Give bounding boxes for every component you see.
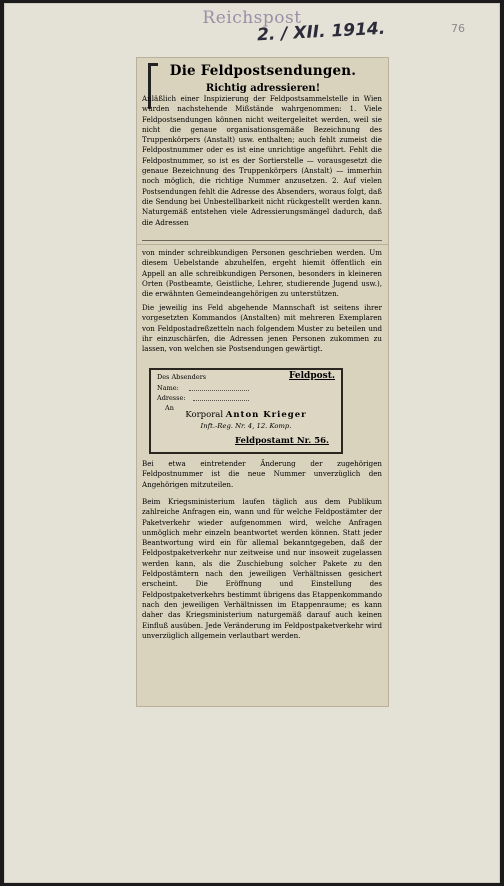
article-paragraph-3: Die jeweilig ins Feld abgehende Mannschaft ist seitens ihrer vorgesetzten Kommandos (Anstalten) mit mehreren Exemplaren von Feldpostadreßzetteln nach folgendem Muster zu beteilen und ihr einzuschärfen, die Adressen jenen Personen zukommen zu lassen, von welchen sie Postsendungen gewärtigt. xyxy=(142,303,382,354)
name-dotted-line xyxy=(189,390,249,391)
article-paragraph-2: von minder schreibkundigen Personen geschrieben werden. Um diesem Uebelstande abzuhelfen, ergeht hiemit öffentlich ein Appell an alle schreibkundigen Personen, besonders in kleineren Orten (Postbeamte, Geistliche, Lehrer, studierende Jugend usw.), die erwähnten Gemeindeangehörigen zu unterstützen. xyxy=(142,248,382,299)
article-paragraph-1: Anläßlich einer Inspizierung der Feldpostsammelstelle in Wien wurden nachstehende Mißstände wahrgenommen: 1. Viele Feldpostsendungen können nicht weitergeleitet werden, weil sie nicht die genaue organisationsgemäße Bezeichnung des Truppenkörpers (Anstalt) usw. enthalten; auch fehlt zumeist die Feldpostnummer oder es ist eine unrichtige angeführt. Fehlt die Feldpostnummer, so ist es der Sortierstelle — vorausgesetzt die genaue Bezeichnung des Truppenkörpers (Anstalt) — immerhin noch möglich, die richtige Nummer anzusetzen. 2. Auf vielen Postsendungen fehlt die Adresse des Absenders, woraus folgt, daß die Sendung bei Unbestellbarkeit nicht rückgestellt werden kann. Naturgemäß entstehen viele Adressierungsmängel dadurch, daß die Adressen xyxy=(142,94,382,227)
label-sender-caption: Des Absenders xyxy=(157,373,207,381)
handwritten-date: 2. / XII. 1914. xyxy=(256,18,386,46)
label-recipient xyxy=(151,410,341,420)
recipient-name: Anton Krieger xyxy=(225,410,307,420)
label-address-field: Adresse: xyxy=(157,394,186,402)
article-headline: Die Feldpostsendungen. xyxy=(169,63,357,79)
clipping-divider xyxy=(142,240,382,241)
label-regiment: Inft.-Reg. Nr. 4, 12. Komp. xyxy=(200,422,292,430)
label-title: Feldpost. xyxy=(289,371,335,381)
address-dotted-line xyxy=(193,400,249,401)
newspaper-stamp: Reichspost xyxy=(202,8,302,28)
label-name-field: Name: xyxy=(157,384,179,392)
article-paragraph-5: Beim Kriegsministerium laufen täglich aus dem Publikum zahlreiche Anfragen ein, wann und für welche Feldpostämter der Paketverkehr wieder aufgenommen wird, welche Anfragen unmöglich mehr einzeln beantwortet werden können. Statt jeder Beantwortung wird ein für allemal bekanntgegeben, daß der Feldpostpaketverkehr nur zeitweise und nur insoweit zugelassen werden kann, als die Zuschiebung solcher Pakete zu den Feldpostämtern nach den jeweiligen Verhältnissen gesichert erscheint. Die Eröffnung und Einstellung des Feldpostpaketverkehrs bestimmt übrigens das Etappenkommando nach den jeweiligen Verhältnissen im Etappenraume; es kann daher das Kriegsministerium naturgemäß darauf auch keinen Einfluß ausüben. Jede Veränderung im Feldpostpaketverkehr wird unverzüglich allgemein verlautbart werden. xyxy=(142,497,382,640)
label-post-office: Feldpostamt Nr. 56. xyxy=(234,436,329,446)
archive-number: 76 xyxy=(451,22,465,35)
sample-address-label xyxy=(149,368,343,454)
recipient-rank: Korporal xyxy=(185,410,224,420)
article-paragraph-4: Bei etwa eintretender Änderung der zugehörigen Feldpostnummer ist die neue Nummer unverzüglich den Angehörigen mitzuteilen. xyxy=(142,459,382,489)
label-to: An xyxy=(165,404,174,412)
article-subheadline: Richtig adressieren! xyxy=(205,83,321,94)
